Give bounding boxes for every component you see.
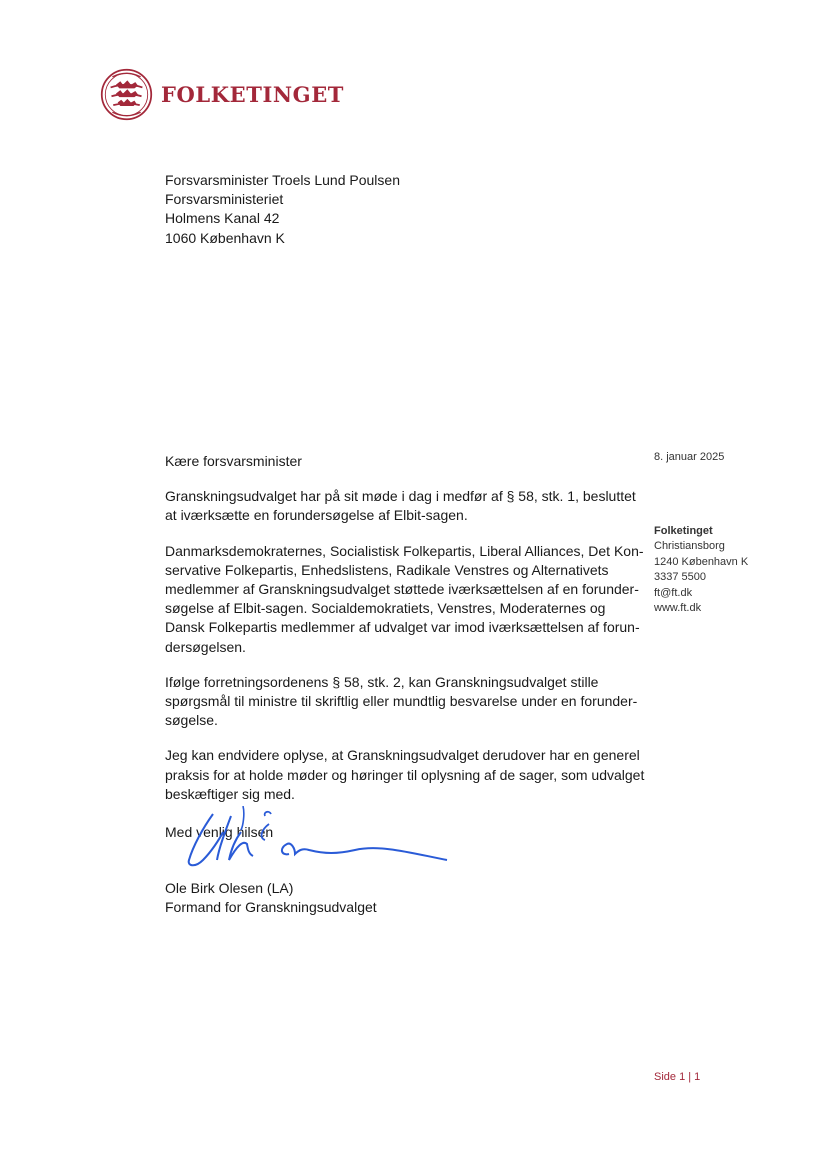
- recipient-line: Forsvarsministeriet: [165, 191, 284, 208]
- sender-org: Folketinget: [654, 525, 713, 537]
- sender-line: Christiansborg: [654, 540, 725, 553]
- signer-name: Ole Birk Olesen (LA): [165, 880, 294, 896]
- signer-title: Formand for Granskningsudvalget: [165, 899, 377, 916]
- text-line: Ifølge forretningsordenens § 58, stk. 2, kan Granskningsudvalget stille: [165, 673, 599, 690]
- letter-body: [165, 452, 645, 820]
- text-line: dersøgelsen.: [165, 638, 246, 655]
- sender-line: 3337 5500: [654, 571, 706, 584]
- recipient-line: Forsvarsminister Troels Lund Poulsen: [165, 172, 400, 188]
- letter-date: 8. januar 2025: [654, 451, 725, 463]
- text-line: spørgsmål til ministre til skriftlig eller mundtlig besvarelse under en forunder-: [165, 693, 638, 710]
- salutation: Kære forsvarsminister: [165, 453, 302, 469]
- sender-website: www.ft.dk: [654, 602, 702, 615]
- text-line: Danmarksdemokraternes, Socialistisk Folkepartis, Liberal Alliances, Det Kon-: [165, 542, 644, 559]
- org-name: FOLKETINGET: [161, 82, 345, 107]
- closing: Med venlig hilsen: [165, 824, 274, 840]
- text-line: servative Folkepartis, Enhedslistens, Radikale Venstres og Alternativets: [165, 561, 609, 578]
- text-line: Jeg kan endvidere oplyse, at Granskningsudvalget derudover har en generel: [165, 747, 640, 764]
- recipient-line: 1060 København K: [165, 229, 285, 246]
- signer-block: [165, 879, 377, 917]
- text-line: at iværksætte en forundersøgelse af Elbit-sagen.: [165, 507, 468, 524]
- text-line: søgelse.: [165, 712, 218, 729]
- page-number: Side 1 | 1: [654, 1071, 701, 1083]
- sender-info: [654, 524, 748, 616]
- sender-email: ft@ft.dk: [654, 586, 693, 599]
- paragraph: [165, 673, 638, 731]
- paragraph: [165, 746, 645, 804]
- folketinget-seal-icon: [100, 68, 153, 121]
- text-line: Granskningsudvalget har på sit møde i dag i medfør af § 58, stk. 1, besluttet: [165, 488, 636, 505]
- text-line: praksis for at holde møder og høringer til oplysning af de sager, som udvalget: [165, 766, 645, 783]
- text-line: Dansk Folkepartis medlemmer af udvalget var imod iværksættelsen af forun-: [165, 619, 640, 636]
- text-line: medlemmer af Granskningsudvalget støttede iværksættelsen af en forunder-: [165, 581, 639, 598]
- paragraph: [165, 542, 644, 657]
- header-logo: [100, 68, 344, 121]
- text-line: beskæftiger sig med.: [165, 785, 295, 802]
- paragraph: [165, 487, 635, 525]
- text-line: søgelse af Elbit-sagen. Socialdemokratiets, Venstres, Moderaternes og: [165, 600, 606, 617]
- recipient-line: Holmens Kanal 42: [165, 210, 280, 227]
- recipient-address: [165, 171, 400, 248]
- handwritten-signature: [185, 806, 455, 876]
- sender-line: 1240 København K: [654, 555, 749, 568]
